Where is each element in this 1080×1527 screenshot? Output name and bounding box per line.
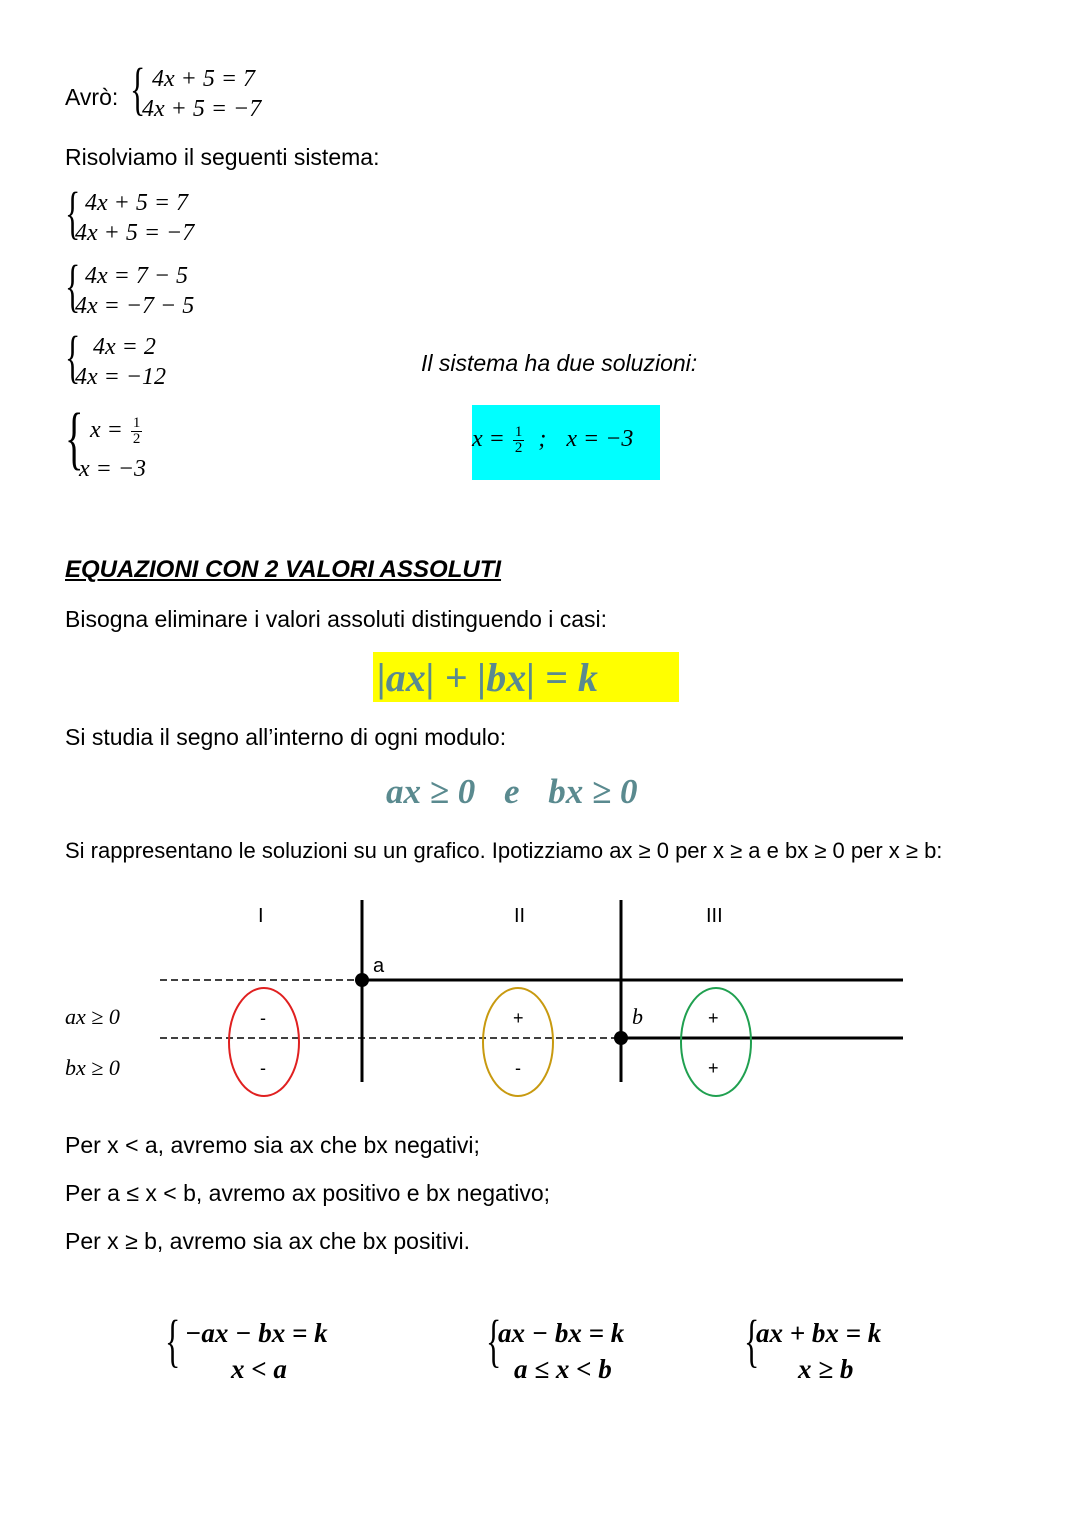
section-intro: Bisogna eliminare i valori assoluti distinguendo i casi: <box>65 606 608 632</box>
system-1: { 4x + 5 = 7 4x + 5 = −7 <box>65 180 195 246</box>
region-label-1: I <box>258 905 264 927</box>
ellipse-region-3 <box>681 988 751 1096</box>
sign-II-bx: - <box>515 1058 521 1078</box>
solutions-note: Il sistema ha due soluzioni: <box>421 350 698 376</box>
sign-I-bx: - <box>260 1058 266 1078</box>
brace-icon: { <box>744 1308 760 1373</box>
brace-icon: { <box>65 400 84 477</box>
sign-conditions: ax ≥ 0 e bx ≥ 0 <box>386 772 638 811</box>
point-a-label: a <box>373 955 385 977</box>
sign-intro: Si studia il segno all’interno di ogni modulo: <box>65 724 507 750</box>
main-equation: |ax| + |bx| = k <box>377 655 598 700</box>
final-system-3: { ax + bx = k x ≥ b <box>744 1308 882 1384</box>
sign-graph <box>0 890 1080 1100</box>
main-equation-box <box>373 652 679 702</box>
solution-box: x = $\frac{1}{2}$ ; x = −3 <box>472 405 660 480</box>
row-label-bx: bx ≥ 0 <box>65 1055 120 1080</box>
region-label-2: II <box>514 905 526 927</box>
system-3: { 4x = 2 4x = −12 <box>65 324 167 390</box>
point-b-label: b <box>632 1004 643 1029</box>
sign-II-ax: + <box>513 1008 524 1028</box>
section-title: EQUAZIONI CON 2 VALORI ASSOLUTI <box>65 556 502 583</box>
brace-icon: { <box>486 1308 502 1373</box>
final-system-1: { −ax − bx = k x < a <box>165 1308 328 1384</box>
case-3: Per x ≥ b, avremo sia ax che bx positivi. <box>65 1228 471 1254</box>
brace-icon: { <box>65 180 81 245</box>
system-4: { x = $\frac{1}{2}$ x = −3 <box>65 400 147 482</box>
final-system-2: { ax − bx = k a ≤ x < b <box>486 1308 625 1384</box>
ellipse-region-1 <box>229 988 299 1096</box>
solve-intro: Risolviamo il seguenti sistema: <box>65 144 380 170</box>
point-a-dot <box>355 973 369 987</box>
system-2: { 4x = 7 − 5 4x = −7 − 5 <box>65 253 195 319</box>
case-2: Per a ≤ x < b, avremo ax positivo e bx negativo; <box>65 1180 551 1206</box>
graph-intro: Si rappresentano le soluzioni su un grafico. Ipotizziamo ax ≥ 0 per x ≥ a e bx ≥ 0 per x ≥ b: <box>65 838 943 863</box>
avro-system: { 4x + 5 = 7 4x + 5 = −7 <box>130 56 262 122</box>
ellipse-region-2 <box>483 988 553 1096</box>
row-label-ax: ax ≥ 0 <box>65 1004 120 1029</box>
region-label-3: III <box>706 905 723 927</box>
avro-label: Avrò: <box>65 84 119 110</box>
sign-III-bx: + <box>708 1058 719 1078</box>
sign-I-ax: - <box>260 1008 266 1028</box>
point-b-dot <box>614 1031 628 1045</box>
brace-icon: { <box>130 56 146 121</box>
brace-icon: { <box>165 1308 181 1373</box>
sign-III-ax: + <box>708 1008 719 1028</box>
brace-icon: { <box>65 253 81 318</box>
brace-icon: { <box>65 324 81 389</box>
case-1: Per x < a, avremo sia ax che bx negativi; <box>65 1132 480 1158</box>
